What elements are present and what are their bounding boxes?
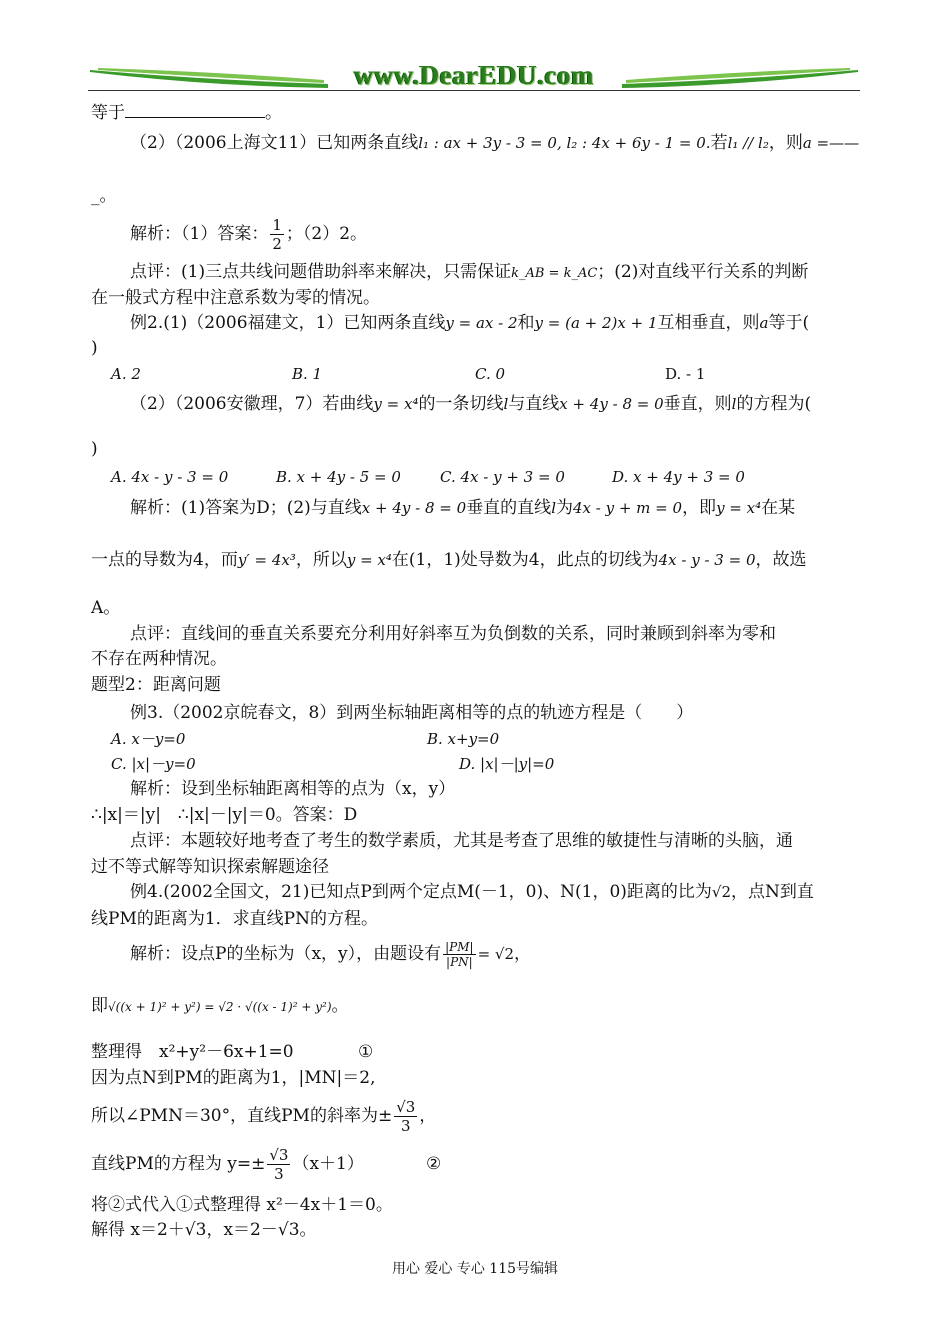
numerator: |PM| xyxy=(445,940,474,954)
text: 。 xyxy=(331,996,349,1016)
math: l xyxy=(731,395,737,413)
math: x + 4y - 8 = 0 xyxy=(559,395,664,413)
header-rule xyxy=(88,90,860,91)
text: 若 xyxy=(710,133,728,153)
line-23 xyxy=(91,803,357,827)
line-03 xyxy=(91,184,117,208)
line-19 xyxy=(130,701,693,725)
math: 4x - y + m = 0 xyxy=(573,499,683,517)
text: （x＋1） xyxy=(292,1154,364,1174)
math: x + 4y - 8 = 0 xyxy=(361,499,467,517)
fraction xyxy=(394,1098,417,1135)
math: l₁ // l₂ xyxy=(727,134,769,152)
choice-c: C. |x|－y=0 xyxy=(111,755,196,773)
math: a =—— xyxy=(802,134,860,152)
line-35 xyxy=(91,1218,317,1242)
text: ) xyxy=(91,439,98,459)
text: 的一条切线 xyxy=(418,394,504,414)
math: a xyxy=(759,314,769,332)
text: ② xyxy=(426,1154,442,1174)
text: 互相垂直，则 xyxy=(657,313,760,333)
line-34 xyxy=(91,1193,393,1217)
text: 的方程为( xyxy=(736,394,812,414)
text: ， xyxy=(514,944,532,964)
text: _。 xyxy=(91,186,117,206)
text: 垂直，则 xyxy=(663,394,732,414)
text: 不存在两种情况。 xyxy=(91,649,227,669)
choice-b: B. x + 4y - 5 = 0 xyxy=(276,468,401,486)
brand-logo-text: www.DearEDU.com xyxy=(354,60,594,90)
math: l xyxy=(551,499,556,517)
math: y = x⁴ xyxy=(716,499,762,517)
line-16 xyxy=(130,622,776,646)
text: 将②式代入①式整理得 x²－4x＋1＝0。 xyxy=(91,1195,393,1215)
math: y′ = 4x³ xyxy=(237,551,296,569)
numerator: √3 xyxy=(396,1098,416,1116)
choice-b: B. 1 xyxy=(292,365,323,383)
line-17 xyxy=(91,647,227,671)
math: √((x + 1)² + y²) = √2 · √((x - 1)² + y²) xyxy=(108,1000,332,1014)
choice-b: B. x+y=0 xyxy=(427,730,500,748)
text: 即 xyxy=(91,996,108,1016)
equation-marker-2 xyxy=(426,1152,441,1176)
choice-c: C. 4x - y + 3 = 0 xyxy=(440,468,565,486)
answer-blank xyxy=(125,101,265,118)
text: （2）（2006安徽理，7）若曲线 xyxy=(130,394,374,414)
text: 线PM的距离为1．求直线PN的方程。 xyxy=(91,909,378,929)
text: 解析：（1）答案： xyxy=(130,224,269,244)
text: 过不等式解等知识探索解题途径 xyxy=(91,857,329,877)
line-29 xyxy=(91,994,349,1019)
text: 为 xyxy=(556,498,573,518)
choice-d: D. x + 4y + 3 = 0 xyxy=(612,468,745,486)
line-08 xyxy=(91,336,98,360)
text: ，点N到直 xyxy=(731,882,814,902)
line-07 xyxy=(130,311,809,335)
text: 解析：设点P的坐标为（x，y），由题设有 xyxy=(130,944,442,964)
line-26 xyxy=(130,880,814,904)
math: y = x⁴ xyxy=(373,395,419,413)
text: 在一般式方程中注意系数为零的情况。 xyxy=(91,288,380,308)
text: 例3.（2002京皖春文，8）到两坐标轴距离相等的点的轨迹方程是（ ） xyxy=(130,703,694,723)
line-14 xyxy=(91,548,807,572)
line-32 xyxy=(91,1094,436,1138)
text: 等于( xyxy=(768,313,810,333)
site-header xyxy=(88,58,860,98)
text: ；（2）2。 xyxy=(285,224,368,244)
text: 解析：(1)答案为D；(2)与直线 xyxy=(130,498,362,518)
numerator: 1 xyxy=(272,216,282,234)
section-heading xyxy=(91,673,221,697)
text: 等于 xyxy=(91,103,125,123)
line-06 xyxy=(91,286,380,310)
line-24 xyxy=(130,829,793,853)
line-31 xyxy=(91,1066,376,1090)
line-05 xyxy=(130,260,808,286)
math: √2 xyxy=(711,883,732,901)
equation-marker-1 xyxy=(358,1040,373,1064)
text: （2）（2006上海文11）已知两条直线 xyxy=(130,133,419,153)
line-01 xyxy=(91,101,282,125)
choice-d: D. |x|－|y|=0 xyxy=(459,755,555,773)
line-10 xyxy=(130,392,811,416)
text: 题型2：距离问题 xyxy=(91,675,221,695)
math: y = ax - 2 xyxy=(445,314,518,332)
math: l xyxy=(503,395,509,413)
text: ；(2)对直线平行关系的判断 xyxy=(597,262,809,282)
text: 解析：设到坐标轴距离相等的点为（x，y） xyxy=(130,779,456,799)
math: k_AB = k_AC xyxy=(511,266,598,281)
choice-a: A. x－y=0 xyxy=(111,730,186,748)
text: ，所以 xyxy=(295,550,347,570)
text: ① xyxy=(358,1042,374,1062)
text: ，则 xyxy=(768,133,803,153)
fraction xyxy=(267,1146,290,1183)
text: 因为点N到PM的距离为1，|MN|＝2, xyxy=(91,1068,376,1088)
text: 解得 x＝2＋√3，x＝2－√3。 xyxy=(91,1220,317,1240)
choice-a: A. 4x - y - 3 = 0 xyxy=(111,468,229,486)
math: y = x⁴ xyxy=(346,551,392,569)
line-30 xyxy=(91,1040,294,1064)
text: 例4.(2002全国文，21)已知点P到两个定点M(－1，0)、N(1，0)距离的比为 xyxy=(130,882,712,902)
line-04 xyxy=(130,214,367,254)
denominator: 3 xyxy=(274,1165,284,1183)
text: ) xyxy=(91,338,98,358)
line-22 xyxy=(130,777,455,801)
line-02 xyxy=(130,131,859,155)
text: 所以∠PMN＝30°，直线PM的斜率为± xyxy=(91,1106,393,1126)
text: 直线PM的方程为 y=± xyxy=(91,1154,266,1174)
text: 在(1，1)处导数为4，此点的切线为 xyxy=(391,550,659,570)
text: 整理得 x²+y²－6x+1=0 xyxy=(91,1042,294,1062)
text: ，即 xyxy=(682,498,717,518)
choice-c: C. 0 xyxy=(475,365,506,383)
text: 一点的导数为4，而 xyxy=(91,550,238,570)
math: 4x - y - 3 = 0 xyxy=(658,551,756,569)
denominator: 2 xyxy=(272,235,282,253)
math: l₁ : ax + 3y - 3 = 0, l₂ : 4x + 6y - 1 = 0. xyxy=(418,134,711,152)
text: 点评：直线间的垂直关系要充分利用好斜率互为负倒数的关系，同时兼顾到斜率为零和 xyxy=(130,624,776,644)
page-footer: 用心 爱心 专心 115号编辑 xyxy=(391,1261,559,1277)
math: = √2 xyxy=(477,945,515,963)
math: y = (a + 2)x + 1 xyxy=(534,314,658,332)
choice-a: A. 2 xyxy=(111,365,141,383)
fraction xyxy=(443,940,475,969)
line-11 xyxy=(91,437,98,461)
choice-d: D. - 1 xyxy=(665,365,706,383)
denominator: |PN| xyxy=(446,955,473,969)
fraction xyxy=(270,216,284,253)
text: ，故选 xyxy=(755,550,807,570)
numerator: √3 xyxy=(269,1146,289,1164)
line-27 xyxy=(91,907,378,931)
text: 垂直的直线 xyxy=(466,498,552,518)
line-25 xyxy=(91,855,329,879)
text: 与直线 xyxy=(508,394,560,414)
line-28 xyxy=(130,932,531,976)
text: ∴|x|＝|y| ∴|x|－|y|＝0。答案：D xyxy=(91,805,358,825)
text: 点评：本题较好地考查了考生的数学素质，尤其是考查了思维的敏捷性与清晰的头脑，通 xyxy=(130,831,793,851)
denominator: 3 xyxy=(400,1117,411,1135)
text: ， xyxy=(419,1106,437,1126)
line-13 xyxy=(130,496,795,520)
text: 在某 xyxy=(761,498,796,518)
text: 点评：(1)三点共线问题借助斜率来解决，只需保证 xyxy=(130,262,512,282)
text: 和 xyxy=(517,313,535,333)
line-15 xyxy=(91,596,120,620)
text: A。 xyxy=(91,598,121,618)
line-33 xyxy=(91,1142,364,1186)
text: 。 xyxy=(265,103,282,123)
text: 例2.(1)（2006福建文，1）已知两条直线 xyxy=(130,313,446,333)
